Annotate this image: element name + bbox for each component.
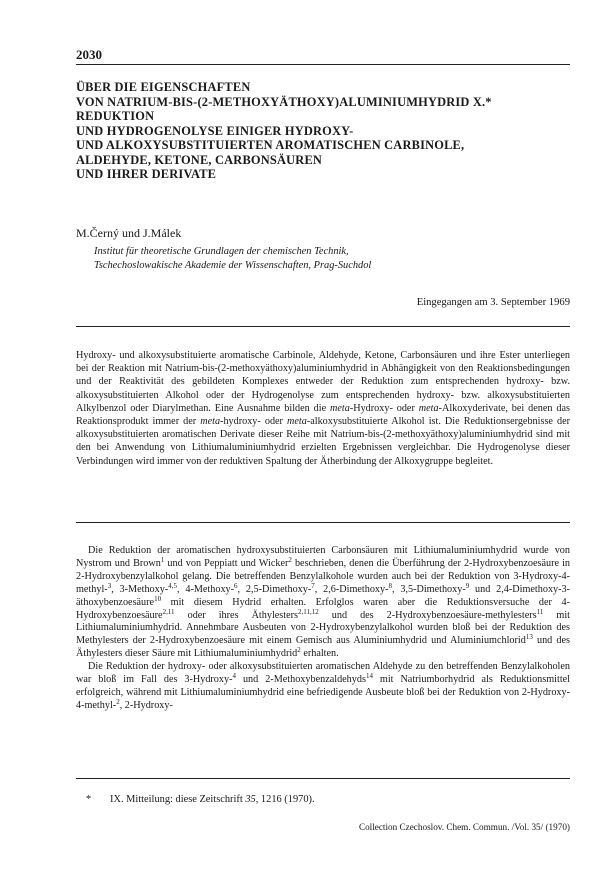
paragraph-text: oder ihres Äthylesters (174, 609, 298, 621)
title-line: UND IHRER DERIVATE (76, 167, 217, 181)
paragraph-text: mit Natriumborhydrid als Reduktionsmittel erfolgreich, während mit Lithiumaluminiumhydrid eine befriedigende Ausbeute bloß bei der Reduktion von 2-Hydroxy-4-methyl- (76, 674, 571, 711)
paragraph-text: Die Reduktion der hydroxy- oder alkoxysubstituierten aromatischen Aldehyde zu den betreffenden Benzylalkoholen war bloß im Fall des 3-Hydroxy- (76, 661, 570, 686)
footnote (86, 794, 315, 805)
abstract-italic: meta (330, 402, 350, 414)
title-line: UND ALKOXYSUBSTITUIERTEN AROMATISCHEN CARBINOLE, (76, 138, 465, 152)
paragraph-text: erhalten. (300, 648, 339, 660)
abstract-text: Hydroxy- und alkoxysubstituierte aromatische Carbinole, Aldehyde, Ketone, Carbonsäuren und ihre Ester unterliegen bei der Reaktion mit Natrium-bis-(2-methoxyäthoxy)aluminiumhydrid in Abhängigkeit von den Reaktionsbedingungen und der Reaktivität des gebildeten Komplexes entweder der Reduktion zum entsprechenden hydroxy- bzw. alkoxysubstituierten Alkohol oder der Hydrogenolyse zum entsprechenden hydroxy- bzw. alkoxysubstituierten Alkylbenzol oder Diarylmethan. Eine Ausnahme bilden die (76, 350, 570, 414)
reference-superscript: 7 (311, 581, 315, 590)
journal-footer: Collection Czechoslov. Chem. Commun. /Vol. 35/ (1970) (358, 822, 570, 832)
reference-superscript: 10 (154, 594, 162, 603)
footnote-marker: * (86, 794, 92, 805)
abstract-italic: meta (418, 402, 439, 414)
paragraph-text: , 3,5-Dimethoxy- (392, 583, 466, 595)
body-paragraph (76, 545, 570, 661)
article-title (76, 80, 570, 182)
footnote-text: IX. Mitteilung: diese Zeitschrift (110, 794, 246, 805)
title-line: VON NATRIUM-BIS-(2-METHOXYÄTHOXY)ALUMINIUMHYDRID X.* (76, 94, 492, 109)
paragraph-text: und des 2-Hydroxybenzoesäure-methylesters (318, 609, 537, 621)
title-line: UND HYDROGENOLYSE EINIGER HYDROXY- (76, 123, 354, 138)
paragraph-text: und von Peppiatt und Wicker (164, 557, 289, 569)
reference-superscript: 6 (234, 581, 238, 590)
abstract-text: -Hydroxy- oder (349, 402, 419, 414)
paragraph-text: , 2-Hydroxy- (119, 699, 173, 711)
paragraph-text: mit Lithiumaluminiumhydrid. Annehmbare Ausbeuten von 2-Hydroxybenzylalkohol wurden bloß bei der Reduktion des Methylesters der 2-Hydroxybenzoesäure mit einem Gemisch aus Aluminiumhydrid und Aluminiumchlorid (76, 609, 570, 647)
paragraph-text: , 2,5-Dimethoxy- (237, 583, 312, 595)
body-text (76, 545, 570, 713)
reference-superscript: 13 (525, 633, 533, 642)
reference-superscript: 1 (160, 555, 165, 564)
reference-superscript: 2 (116, 697, 120, 706)
paragraph-text: und 2-Methoxybenzaldehyds (236, 674, 366, 686)
reference-superscript: 3 (107, 581, 112, 590)
abstract-text: -hydroxy- oder (220, 416, 288, 428)
paragraph-text: beschrieben, denen die Überführung der 2-Hydroxybenzoesäure in 2-Hydroxybenzylalkohol gelang. Die betreffenden Benzylalkohole wurden auch bei der Reduktion von 3-Hydroxy-4-methyl- (76, 557, 571, 595)
paragraph-text: und 2,4-Dimethoxy-3-äthoxybenzoesäure (76, 583, 571, 608)
reference-superscript: 2 (288, 555, 292, 564)
header-rule (76, 64, 570, 65)
paragraph-text: , 2,6-Dimethoxy- (314, 583, 389, 595)
abstract-bottom-rule (76, 522, 570, 523)
paragraph-text: , 4-Methoxy- (176, 583, 235, 595)
abstract (76, 349, 570, 468)
page-number: 2030 (76, 47, 102, 62)
title-line: ÜBER DIE EIGENSCHAFTEN (76, 80, 251, 94)
reference-superscript: 4,5 (168, 581, 177, 590)
footnote-volume: 35 (245, 794, 256, 805)
paragraph-text: mit diesem Hydrid erhalten. Erfolglos waren aber die Reduktionsversuche der 4-Hydroxybenzoesäure (76, 596, 570, 621)
affiliation (94, 245, 371, 273)
abstract-top-rule (76, 326, 570, 327)
reference-superscript: 2,11,12 (297, 607, 319, 616)
title-line: REDUKTION (76, 109, 155, 123)
body-paragraph (76, 661, 570, 713)
reference-superscript: 4 (232, 672, 236, 681)
affiliation-line: Institut für theoretische Grundlagen der chemischen Technik, (94, 246, 349, 257)
paragraph-text: und des Äthylesters dieser Säure mit Lithiumaluminiumhydrid (76, 635, 570, 660)
authors: M.Černý und J.Málek (76, 226, 182, 240)
footnote-rule (76, 778, 570, 779)
reference-superscript: 8 (388, 581, 392, 590)
paragraph-text: Die Reduktion der aromatischen hydroxysubstituierten Carbonsäuren mit Lithiumaluminiumhydrid wurde von Nystrom und Brown (76, 545, 570, 569)
reference-superscript: 9 (465, 581, 470, 590)
reference-superscript: 2,11 (162, 607, 175, 616)
reference-superscript: 11 (536, 607, 544, 616)
reference-superscript: 14 (365, 672, 373, 681)
title-line: ALDEHYDE, KETONE, CARBONSÄUREN (76, 152, 323, 167)
abstract-text: -Alkoxyderivate, bei denen das Reaktionsprodukt immer der (76, 402, 570, 428)
footnote-text: , 1216 (1970). (255, 794, 315, 805)
paragraph-text: , 3-Methoxy- (111, 583, 169, 595)
affiliation-line: Tschechoslowakische Akademie der Wissenschaften, Prag-Suchdol (94, 260, 372, 271)
reference-superscript: 2 (297, 646, 301, 655)
abstract-italic: meta (200, 416, 221, 428)
abstract-italic: meta (287, 416, 307, 428)
abstract-text: -alkoxysubstituierte Alkohol ist. Die Reduktionsergebnisse der alkoxysubstituierten aromatischen Derivate dieser Reihe mit Natrium-bis-(2-methoxyäthoxy)aluminiumhydrid sind mit den bei Anwendung von Lithiumaluminiumhydrid erzielten Ergebnissen vergleichbar. Die Hydrogenolyse dieser Verbindungen wird immer von der reduktiven Spaltung der Ätherbindung der Alkoxygruppe begleitet. (76, 416, 570, 467)
received-date: Eingegangen am 3. September 1969 (416, 297, 570, 308)
